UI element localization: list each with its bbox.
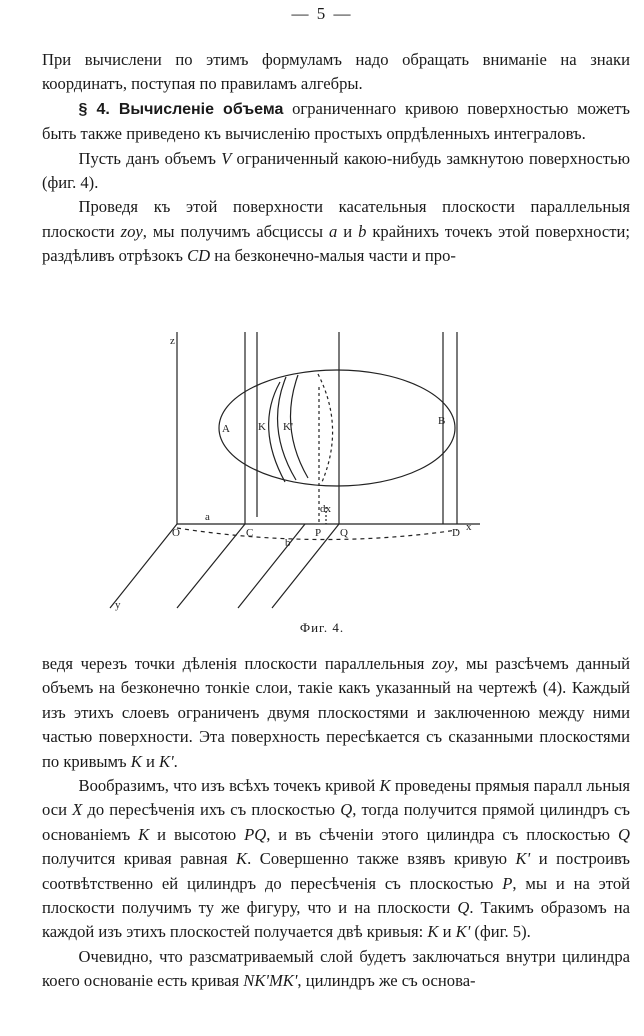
label-o: O	[172, 527, 180, 539]
label-a-point: A	[222, 423, 230, 435]
p7-text-a: Очевидно, что разсматриваемый слой будетъ заключаться внутри цилиндра коего основаніе есть кривая	[42, 946, 630, 991]
text-block-top	[42, 48, 630, 269]
curve-k-prime	[290, 375, 308, 478]
p6-text-f: , и въ сѣченіи этого цилиндра съ плоскостью	[266, 824, 619, 844]
p4-text-a: Проведя къ этой поверхности касательныя плоскости параллельныя плоскости	[42, 197, 630, 241]
paragraph-5	[42, 652, 630, 774]
var-k-prime-2: K'	[515, 849, 531, 869]
p5-text-b: , мы разсѣчемъ данный объемъ на безконечно тонкіе слои, такіе какъ указанный на чертежѣ (4). Каждый изъ этихъ слоевъ ограниченъ двумя плоскостями и заключенною между ними частью поверхности. Эта поверхность пересѣкается съ сказанными плоскостями по кривымъ	[42, 654, 630, 771]
var-k: K	[130, 751, 142, 771]
paragraph-3	[42, 147, 630, 196]
var-b: b	[358, 221, 367, 241]
p5-text-c: и	[141, 751, 160, 771]
label-d: D	[452, 527, 460, 539]
figure-caption: Фиг. 4.	[299, 620, 345, 635]
label-z: z	[170, 335, 175, 347]
label-a-length: a	[205, 511, 210, 523]
var-k-2: K	[379, 776, 391, 796]
figure-4-drawing	[60, 312, 480, 612]
p6-text-c: до пересѣченія ихъ съ плоскостью	[82, 800, 341, 820]
p6-text-g: получится кривая равная	[42, 849, 237, 869]
paragraph-4	[42, 195, 630, 268]
var-v: V	[221, 148, 232, 168]
paragraph-7	[42, 945, 630, 994]
var-zoy: zoy	[120, 221, 143, 241]
p3-text-b: ограниченный какою-нибудь замкнутою поверхностью (фиг. 4).	[42, 148, 630, 193]
label-c: C	[246, 527, 254, 539]
var-q-2: Q	[618, 824, 630, 844]
ellipse-body	[219, 370, 455, 486]
paragraph-6	[42, 774, 630, 945]
label-k: K	[258, 421, 266, 433]
var-k-5: K	[427, 922, 439, 942]
var-k-prime-3: K'	[455, 922, 471, 942]
var-pq: PQ	[244, 824, 267, 844]
label-y: y	[115, 599, 121, 611]
paragraph-2-text: ограниченнаго кривою поверхностью можетъ быть также приведено къ вычисленію простыхъ опрдѣленныхъ интеграловъ.	[42, 98, 631, 144]
label-dx: dx	[320, 503, 331, 515]
curve-k-prime-hidden	[318, 374, 333, 482]
p7-text-b: , цилиндръ же съ основа-	[297, 971, 476, 991]
p6-text-d: , тогда получится прямой цилиндръ съ основаніемъ	[42, 800, 630, 844]
p5-text-a: ведя черезъ точки дѣленія плоскости параллельныя	[42, 654, 433, 673]
p6-text-k: . Такимъ образомъ на каждой изъ этихъ плоскостей получается двѣ кривыя:	[42, 898, 631, 942]
var-zoy-2: zoy	[432, 654, 455, 673]
var-q-3: Q	[457, 898, 470, 918]
p6-text-m: (фиг. 5).	[470, 922, 531, 942]
y-axis-line	[110, 524, 177, 608]
p6-text-i: и построивъ соотвѣтственно ей цилиндръ до пересѣченія съ плоскостью	[42, 849, 630, 893]
var-k-prime: K'	[159, 751, 174, 771]
var-nkmk: NK'MK'	[243, 971, 298, 991]
page-number: — 5 —	[291, 4, 353, 23]
p4-text-b: , мы получимъ абсциссы	[142, 221, 330, 241]
var-k-4: K	[236, 849, 248, 869]
paragraph-2	[42, 97, 630, 147]
text-block-bottom	[42, 652, 630, 994]
label-k-prime: K'	[283, 421, 293, 433]
p6-text-b: проведены прямыя паралл льныя оси	[42, 776, 630, 820]
paragraph-1: При вычислени по этимъ формуламъ надо обращать вниманіе на знаки координатъ, поступая по правиламъ алгебры.	[42, 50, 630, 94]
p4-text-d: крайнихъ точекъ этой поверхности; раздѣливъ отрѣзокъ	[42, 221, 630, 266]
p4-text-e: на безконечно-малыя части и про-	[210, 246, 456, 266]
p6-text-e: и высотою	[149, 824, 245, 844]
var-a: a	[329, 221, 338, 241]
var-k-3: K	[138, 824, 150, 844]
p5-text-d: .	[173, 751, 178, 771]
label-q: Q	[340, 527, 348, 539]
var-x: X	[72, 800, 83, 820]
var-q: Q	[340, 800, 353, 820]
label-x: x	[466, 521, 472, 533]
label-b-length: b	[285, 537, 291, 549]
label-b-point: B	[438, 415, 446, 427]
slice-line-c	[177, 524, 245, 608]
var-cd: CD	[187, 246, 211, 266]
p6-text-h: . Совершенно также взявъ кривую	[247, 849, 516, 869]
p6-text-j: , мы и на этой плоскости получимъ ту же фигуру, что и на плоскости	[42, 873, 630, 918]
slice-line-q	[272, 524, 339, 608]
p6-text-l: и	[438, 922, 456, 942]
label-p: P	[315, 527, 322, 539]
var-p: P	[502, 873, 513, 893]
p4-text-c: и	[337, 221, 359, 241]
p6-text-a: Вообразимъ, что изъ всѣхъ точекъ кривой	[78, 776, 380, 796]
p3-text-a: Пусть данъ объемъ	[78, 148, 222, 168]
section-heading: § 4. Вычисленіе объема	[78, 100, 284, 118]
